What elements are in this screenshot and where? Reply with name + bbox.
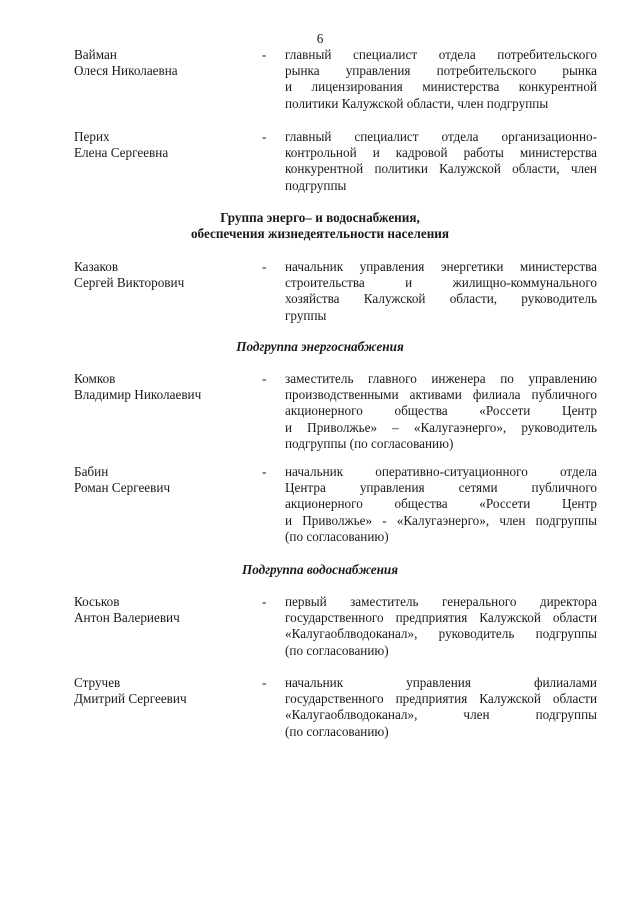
member-entry — [0, 259, 640, 329]
member-surname: Стручев — [74, 675, 121, 690]
member-given-names: Елена Сергеевна — [74, 145, 169, 161]
member-position — [285, 259, 597, 324]
member-position — [285, 47, 597, 112]
position-line: политики Калужской области, член подгруппы — [285, 95, 549, 111]
member-name — [74, 129, 254, 161]
dash-separator: - — [262, 371, 267, 386]
member-given-names: Сергей Викторович — [74, 275, 185, 291]
member-name — [74, 675, 254, 707]
position-line: (по согласованию) — [285, 642, 389, 658]
position-line: (по согласованию) — [285, 528, 389, 544]
position-line: начальник управления филиалами — [285, 675, 597, 690]
member-name — [74, 371, 254, 403]
member-surname: Бабин — [74, 464, 109, 479]
member-surname: Вайман — [74, 47, 117, 62]
member-entry — [0, 47, 640, 117]
position-line: главный специалист отдела потребительского — [285, 47, 597, 62]
member-entry — [0, 129, 640, 199]
position-line: контрольной и кадровой работы министерства — [285, 145, 597, 161]
member-position — [285, 594, 597, 659]
member-position — [285, 371, 597, 452]
position-line: государственного предприятия Калужской области — [285, 691, 597, 707]
position-line: акционерного общества «Россети Центр — [285, 496, 597, 512]
member-entry — [0, 594, 640, 664]
member-given-names: Антон Валериевич — [74, 610, 180, 626]
dash-separator: - — [262, 594, 267, 609]
member-entry — [0, 464, 640, 544]
position-line: государственного предприятия Калужской области — [285, 610, 597, 626]
position-line: начальник управления энергетики министерства — [285, 259, 597, 274]
position-line: конкурентной политики Калужской области, член — [285, 161, 597, 177]
dash-separator: - — [262, 675, 267, 690]
subgroup-energy-heading: Подгруппа энергоснабжения — [236, 339, 404, 354]
member-surname: Коськов — [74, 594, 120, 609]
position-line: и лицензирования министерства конкурентной — [285, 79, 597, 95]
member-entry — [0, 675, 640, 745]
position-line: подгруппы (по согласованию) — [285, 435, 454, 451]
position-line: хозяйства Калужской области, руководитель — [285, 291, 597, 307]
position-line: производственными активами филиала публичного — [285, 387, 597, 403]
group-heading-line: обеспечения жизнедеятельности населения — [190, 226, 450, 242]
dash-separator: - — [262, 259, 267, 274]
subgroup-water-heading: Подгруппа водоснабжения — [241, 562, 399, 577]
member-given-names: Владимир Николаевич — [74, 387, 202, 403]
position-line: группы — [285, 307, 327, 323]
page-number: 6 — [316, 31, 324, 46]
position-line: акционерного общества «Россети Центр — [285, 403, 597, 419]
position-line: подгруппы — [285, 177, 347, 193]
dash-separator: - — [262, 47, 267, 62]
group-heading-line: Группа энерго– и водоснабжения, — [220, 210, 420, 225]
member-name — [74, 464, 254, 496]
member-given-names: Олеся Николаевна — [74, 63, 178, 79]
position-line: первый заместитель генерального директора — [285, 594, 597, 609]
position-line: «Калугаоблводоканал», руководитель подгруппы — [285, 626, 597, 642]
position-line: начальник оперативно-ситуационного отдела — [285, 464, 597, 479]
position-line: главный специалист отдела организационно- — [285, 129, 597, 144]
member-surname: Казаков — [74, 259, 119, 274]
member-name — [74, 594, 254, 626]
member-given-names: Роман Сергеевич — [74, 480, 171, 496]
member-surname: Перих — [74, 129, 110, 144]
member-position — [285, 675, 597, 740]
member-entry — [0, 371, 640, 451]
member-name — [74, 259, 254, 291]
dash-separator: - — [262, 129, 267, 144]
position-line: и Приволжье» - «Калугаэнерго», член подгруппы — [285, 512, 597, 528]
position-line: рынка управления потребительского рынка — [285, 63, 597, 79]
position-line: «Калугаоблводоканал», член подгруппы — [285, 707, 597, 723]
member-surname: Комков — [74, 371, 116, 386]
position-line: Центра управления сетями публичного — [285, 480, 597, 496]
position-line: заместитель главного инженера по управлению — [285, 371, 597, 386]
position-line: и Приволжье» – «Калугаэнерго», руководитель — [285, 419, 597, 435]
position-line: строительства и жилищно-коммунального — [285, 275, 597, 291]
member-given-names: Дмитрий Сергеевич — [74, 691, 187, 707]
position-line: (по согласованию) — [285, 723, 389, 739]
member-position — [285, 464, 597, 545]
group-heading — [0, 210, 640, 242]
dash-separator: - — [262, 464, 267, 479]
member-name — [74, 47, 254, 79]
member-position — [285, 129, 597, 194]
